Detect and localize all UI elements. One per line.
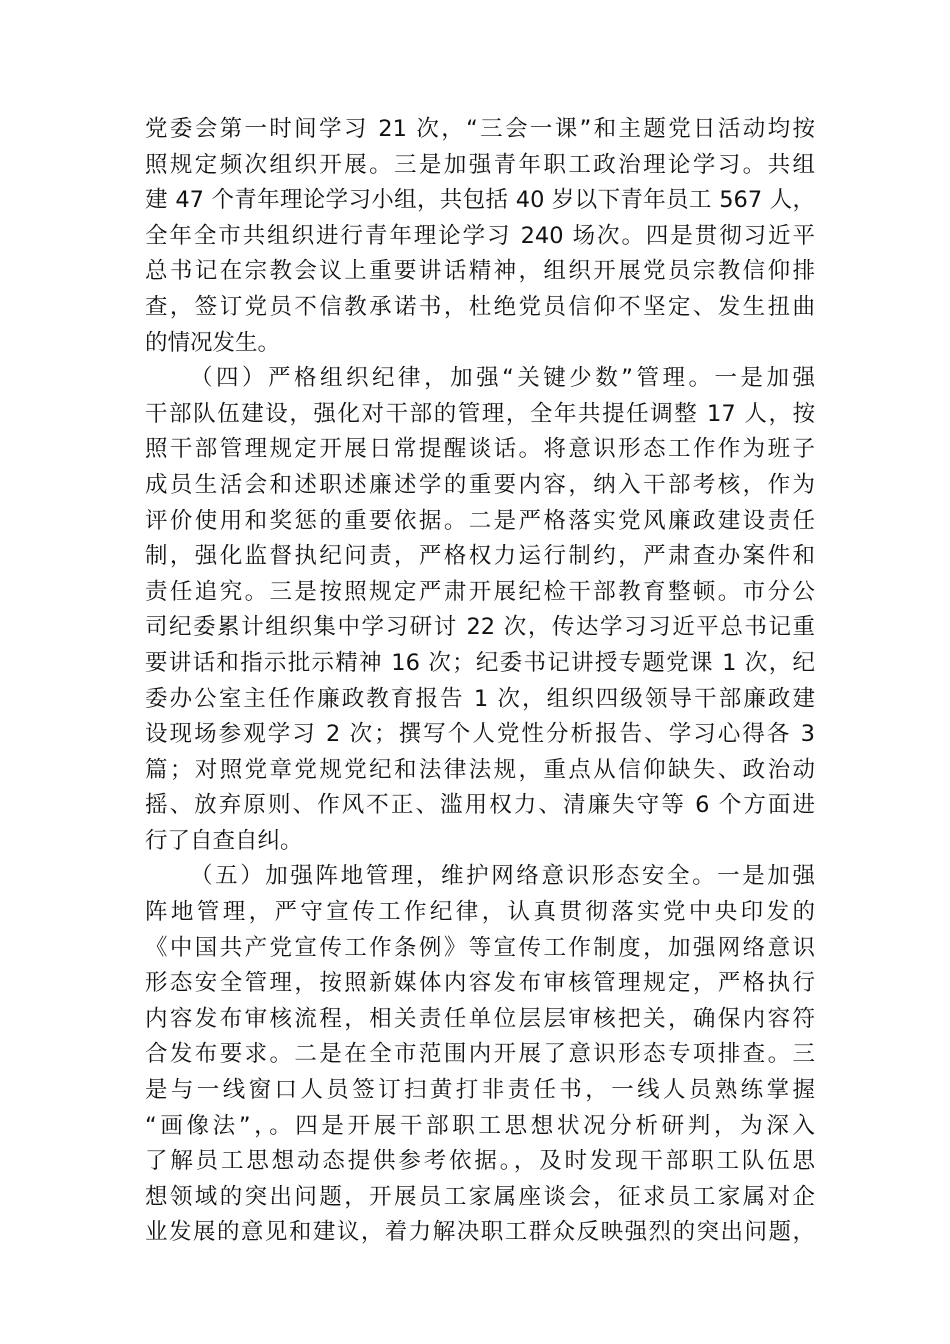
text-line: 的情况发生。 — [145, 329, 281, 356]
text-line: 照干部管理规定开展日常提醒谈话。将意识形态工作作为班子 — [145, 436, 815, 463]
text-line: 《中国共产党宣传工作条例》等宣传工作制度，加强网络意识 — [145, 934, 815, 961]
text-line: 干部队伍建设，强化对干部的管理，全年共提任调整 17 人，按 — [145, 400, 815, 427]
paragraph-heading-line: （五）加强阵地管理，维护网络意识形态安全。一是加强 — [190, 863, 815, 890]
text-line: 内容发布审核流程，相关责任单位层层审核把关，确保内容符 — [145, 1005, 815, 1032]
text-line: 行了自查自纠。 — [145, 827, 303, 854]
text-line: 查，签订党员不信教承诺书，杜绝党员信仰不坚定、发生扭曲 — [145, 293, 815, 320]
text-line: 委办公室主任作廉政教育报告 1 次，组织四级领导干部廉政建 — [145, 685, 815, 712]
text-line: 设现场参观学习 2 次；撰写个人党性分析报告、学习心得各 3 — [145, 721, 815, 748]
paragraph-heading-line: （四）严格组织纪律，加强“关键少数”管理。一是加强 — [190, 365, 815, 392]
text-line: 形态安全管理，按照新媒体内容发布审核管理规定，严格执行 — [145, 970, 815, 997]
text-line: 党委会第一时间学习 21 次，“三会一课”和主题党日活动均按 — [145, 116, 815, 142]
document-body — [145, 112, 815, 1251]
text-line: “画像法”，。四是开展干部职工思想状况分析研判，为深入 — [145, 1112, 815, 1139]
text-line: 制，强化监督执纪问责，严格权力运行制约，严肃查办案件和 — [145, 543, 815, 570]
text-line: 要讲话和指示批示精神 16 次；纪委书记讲授专题党课 1 次，纪 — [145, 649, 815, 676]
text-line: 司纪委累计组织集中学习研讨 22 次，传达学习习近平总书记重 — [145, 614, 815, 641]
text-line: 业发展的意见和建议，着力解决职工群众反映强烈的突出问题， — [145, 1219, 815, 1246]
text-line: 总书记在宗教会议上重要讲话精神，组织开展党员宗教信仰排 — [145, 258, 815, 285]
text-line: 了解员工思想动态提供参考依据。，及时发现干部职工队伍思 — [145, 1148, 815, 1175]
text-line: 合发布要求。二是在全市范围内开展了意识形态专项排查。三 — [145, 1041, 815, 1068]
text-line: 评价使用和奖惩的重要依据。二是严格落实党风廉政建设责任 — [145, 507, 815, 534]
text-line: 照规定频次组织开展。三是加强青年职工政治理论学习。共组 — [145, 151, 815, 178]
text-line: 成员生活会和述职述廉述学的重要内容，纳入干部考核，作为 — [145, 471, 815, 498]
text-line: 全年全市共组织进行青年理论学习 240 场次。四是贯彻习近平 — [145, 222, 815, 249]
text-line: 想领域的突出问题，开展员工家属座谈会，征求员工家属对企 — [145, 1183, 815, 1210]
text-line: 摇、放弃原则、作风不正、滥用权力、清廉失守等 6 个方面进 — [145, 792, 815, 819]
text-line: 责任追究。三是按照规定严肃开展纪检干部教育整顿。市分公 — [145, 578, 815, 605]
text-line: 篇；对照党章党规党纪和法律法规，重点从信仰缺失、政治动 — [145, 756, 815, 783]
text-line: 建 47 个青年理论学习小组，共包括 40 岁以下青年员工 567 人， — [145, 187, 815, 214]
text-line: 是与一线窗口人员签订扫黄打非责任书，一线人员熟练掌握 — [145, 1077, 815, 1104]
text-line: 阵地管理，严守宣传工作纪律，认真贯彻落实党中央印发的 — [145, 899, 815, 926]
